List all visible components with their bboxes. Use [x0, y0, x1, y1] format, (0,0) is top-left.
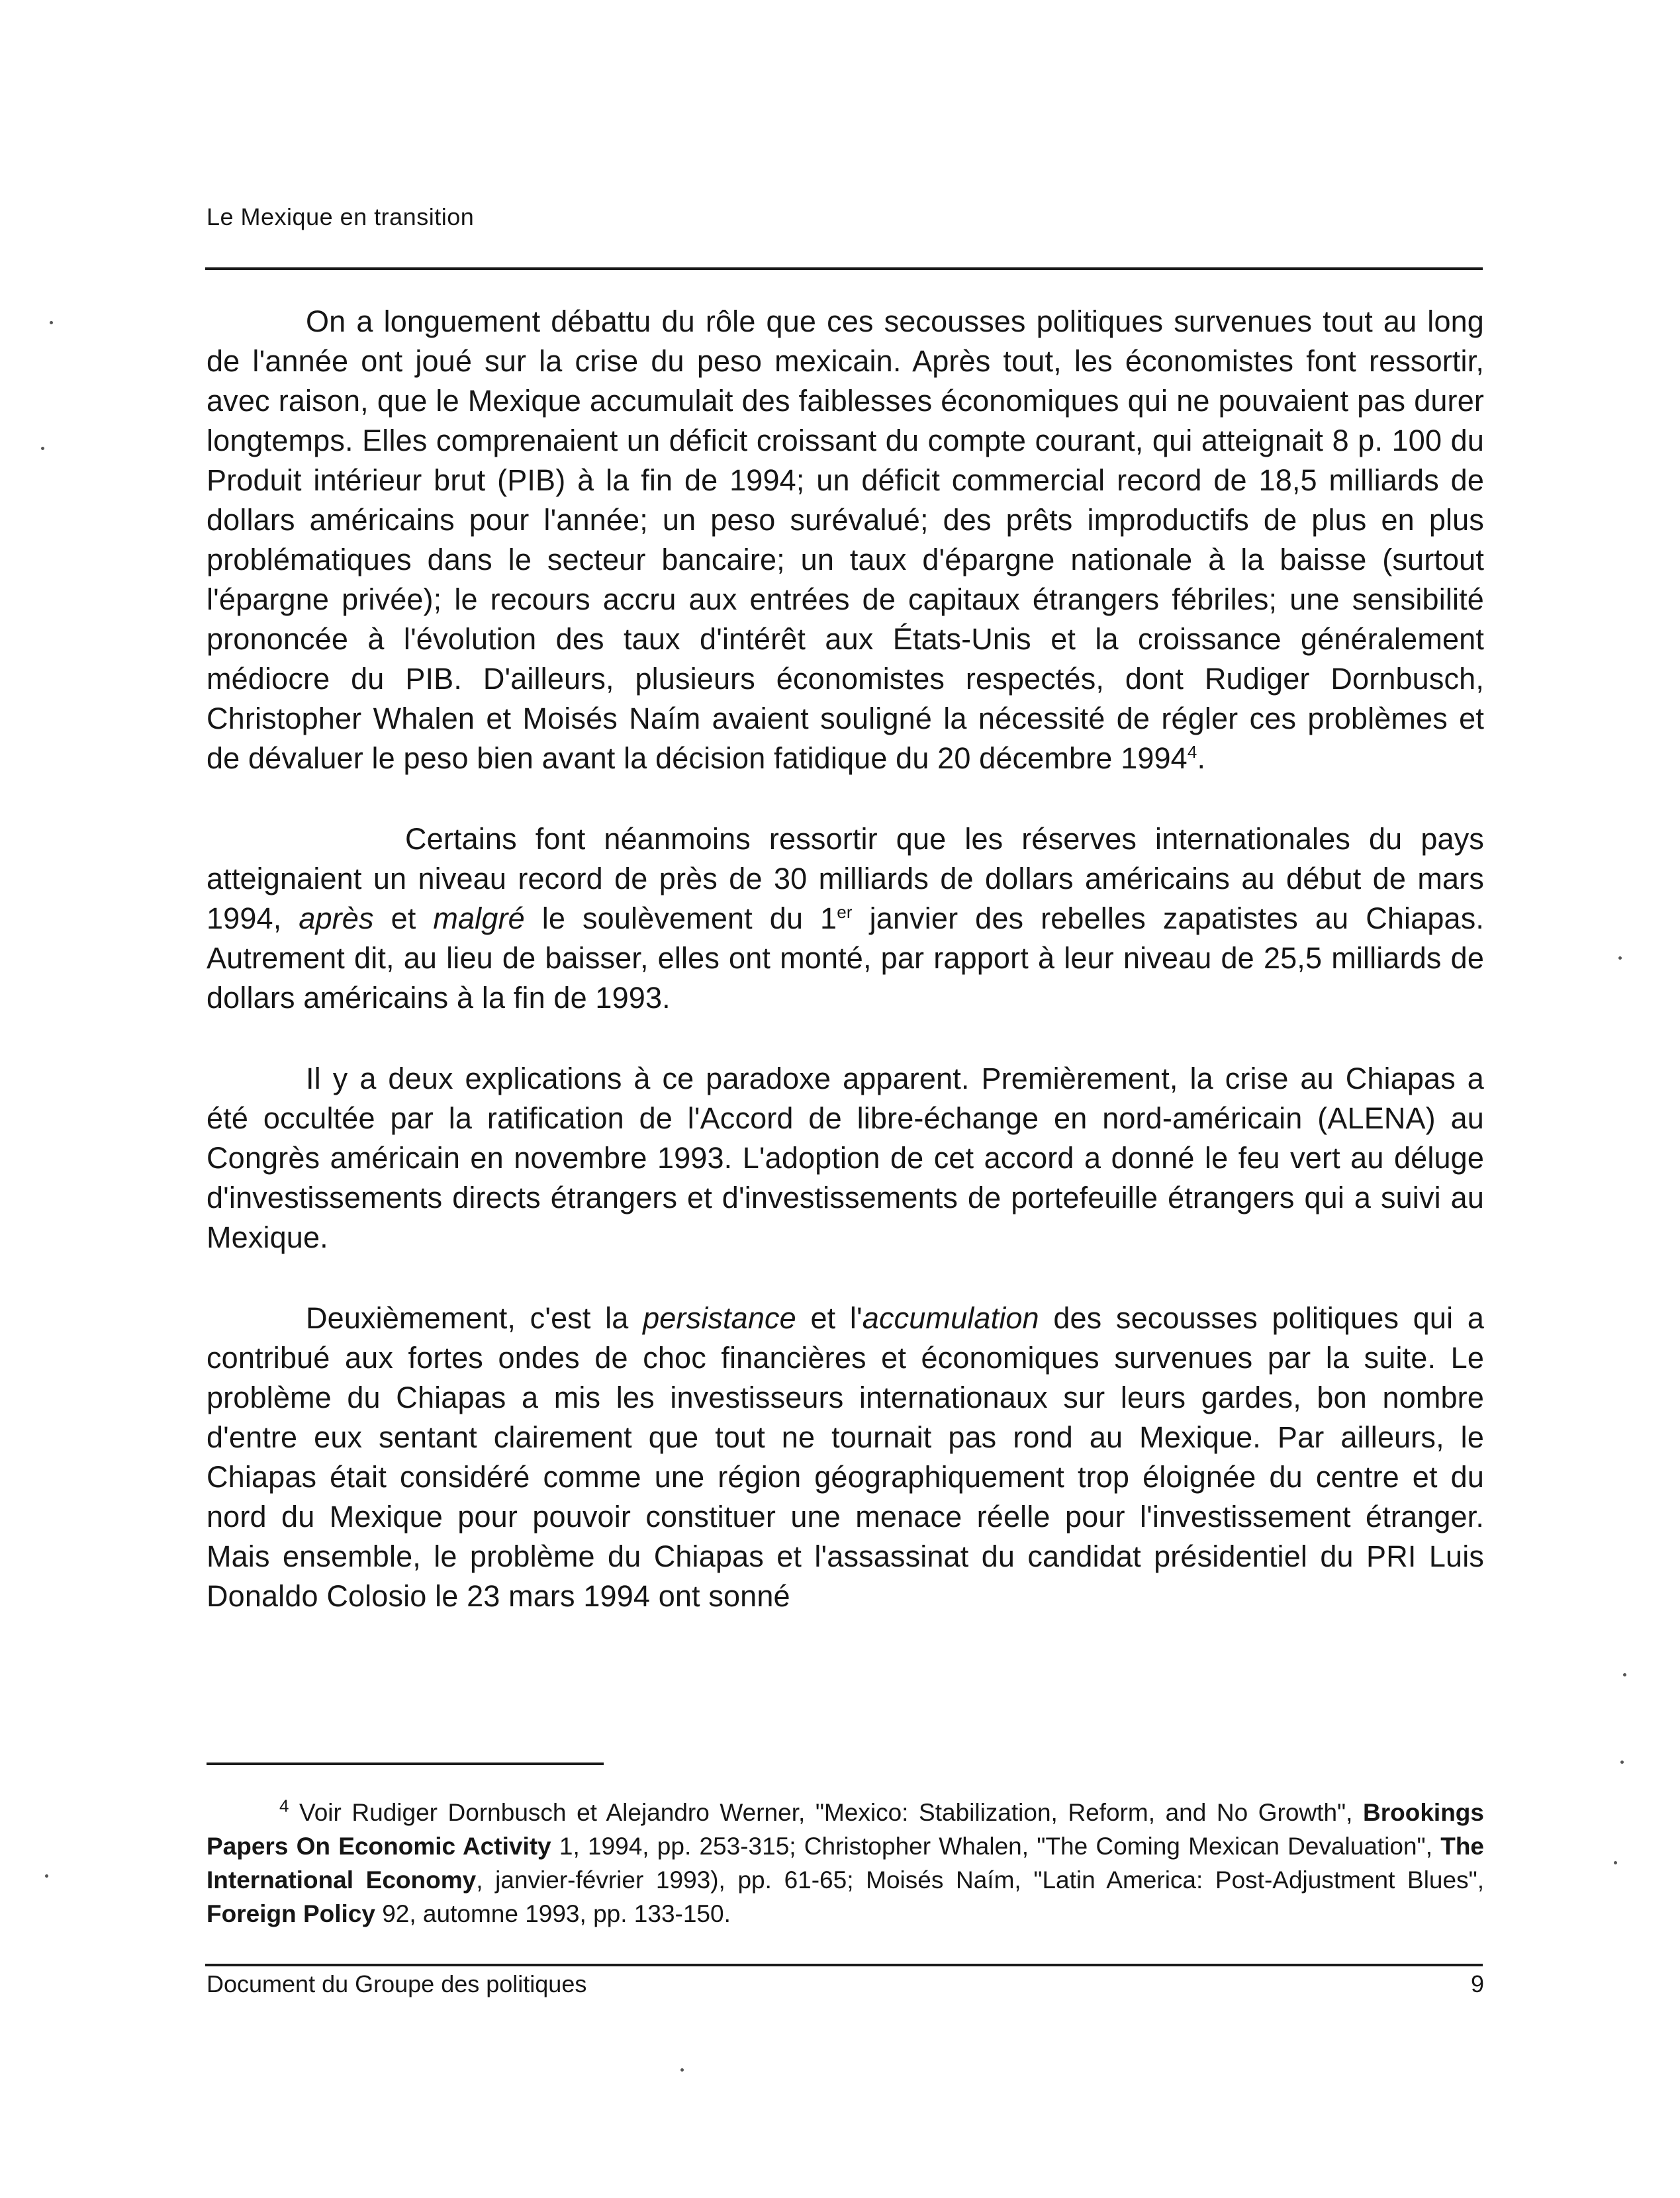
footer-publication: Document du Groupe des politiques	[207, 1970, 587, 1997]
scan-speck	[45, 1874, 48, 1878]
header-rule	[205, 267, 1483, 270]
scan-speck	[680, 2068, 684, 2072]
emphasis-accumulation: accumulation	[862, 1301, 1039, 1335]
paragraph-2-text-b: et	[373, 901, 434, 935]
scan-speck	[50, 321, 53, 324]
running-header: Le Mexique en transition	[207, 203, 475, 230]
paragraph-2-text-a: Certains font néanmoins ressortir que les réserves internationales du pays atteignaient un niveau record de près de 30 milliards de dollars américains au début de mars 1994,	[207, 822, 1484, 935]
paragraph-2	[207, 819, 1484, 1018]
paragraph-4-text-a: Deuxièmement, c'est la	[306, 1301, 643, 1335]
page-number: 9	[1470, 1970, 1484, 1997]
footnote-text-1: Voir Rudiger Dornbusch et Alejandro Werner, "Mexico: Stabilization, Reform, and No Growth",	[289, 1799, 1364, 1826]
emphasis-malgre: malgré	[433, 901, 525, 935]
paragraph-1-end: .	[1197, 741, 1206, 775]
footnote-text-3: , janvier-février 1993), pp. 61-65; Moisés Naím, "Latin America: Post-Adjustment Blues",	[476, 1866, 1484, 1894]
footnote-text-4: 92, automne 1993, pp. 133-150.	[375, 1900, 731, 1927]
emphasis-persistance: persistance	[643, 1301, 796, 1335]
footnote-ref-4: 4	[1187, 742, 1197, 762]
paragraph-1	[207, 302, 1484, 778]
body-text	[207, 302, 1484, 1616]
footnote-source-international-economy: The International Economy	[207, 1833, 1484, 1894]
paragraph-1-text: On a longuement débattu du rôle que ces secousses politiques survenues tout au long de l'année ont joué sur la crise du peso mexicain. Après tout, les économistes font ressortir, avec raison, que le Mexique accumulait des faiblesses économiques qui ne pouvaient pas durer longtemps. Elles comprenaient un déficit croissant du compte courant, qui atteignait 8 p. 100 du Produit intérieur brut (PIB) à la fin de 1994; un déficit commercial record de 18,5 milliards de dollars américains pour l'année; un peso surévalué; des prêts improductifs de plus en plus problématiques dans le secteur bancaire; un taux d'épargne nationale à la baisse (surtout l'épargne privée); le recours accru aux entrées de capitaux étrangers fébriles; une sensibilité prononcée à l'évolution des taux d'intérêt aux États-Unis et la croissance généralement médiocre du PIB. D'ailleurs, plusieurs économistes respectés, dont Rudiger Dornbusch, Christopher Whalen et Moisés Naím avaient souligné la nécessité de régler ces problèmes et de dévaluer le peso bien avant la décision fatidique du 20 décembre 1994	[207, 304, 1484, 775]
paragraph-4	[207, 1299, 1484, 1616]
footnote-4	[207, 1796, 1484, 1931]
scan-speck	[1618, 956, 1622, 960]
scan-speck	[41, 447, 44, 450]
paragraph-4-text-b: et l'	[796, 1301, 863, 1335]
scan-speck	[1620, 1761, 1624, 1764]
footer-rule	[205, 1964, 1483, 1966]
paragraph-2-text-d: janvier des rebelles zapatistes au Chiapas. Autrement dit, au lieu de baisser, elles ont monté, par rapport à leur niveau de 25,5 milliards de dollars américains à la fin de 1993.	[207, 901, 1485, 1015]
scan-speck	[1623, 1673, 1626, 1676]
superscript-er: er	[837, 902, 853, 922]
paragraph-3: Il y a deux explications à ce paradoxe apparent. Premièrement, la crise au Chiapas a été occultée par la ratification de l'Accord de libre-échange en nord-américain (ALENA) au Congrès américain en novembre 1993. L'adoption de cet accord a donné le feu vert au déluge d'investissements directs étrangers et d'investissements de portefeuille étrangers qui a suivi au Mexique.	[207, 1062, 1484, 1254]
emphasis-apres: après	[299, 901, 374, 935]
footnote-number: 4	[279, 1796, 289, 1816]
scan-speck	[1614, 1861, 1617, 1864]
footnote-source-brookings: Brookings Papers On Economic Activity	[207, 1799, 1484, 1860]
paragraph-2-text-c: le soulèvement du 1	[524, 901, 837, 935]
paragraph-4-text-c: des secousses politiques qui a contribué aux fortes ondes de choc financières et économiques survenues par la suite. Le problème du Chiapas a mis les investisseurs internationaux sur leurs gardes, bon nombre d'entre eux sentant clairement que tout ne tournait pas rond au Mexique. Par ailleurs, le Chiapas était considéré comme une région géographiquement trop éloignée du centre et du nord du Mexique pour pouvoir constituer une menace réelle pour l'investissement étranger. Mais ensemble, le problème du Chiapas et l'assassinat du candidat présidentiel du PRI Luis Donaldo Colosio le 23 mars 1994 ont sonné	[207, 1301, 1484, 1613]
footnote-text-2: 1, 1994, pp. 253-315; Christopher Whalen, "The Coming Mexican Devaluation",	[551, 1833, 1441, 1860]
footnote-source-foreign-policy: Foreign Policy	[207, 1900, 375, 1927]
footnote-rule	[207, 1763, 604, 1765]
